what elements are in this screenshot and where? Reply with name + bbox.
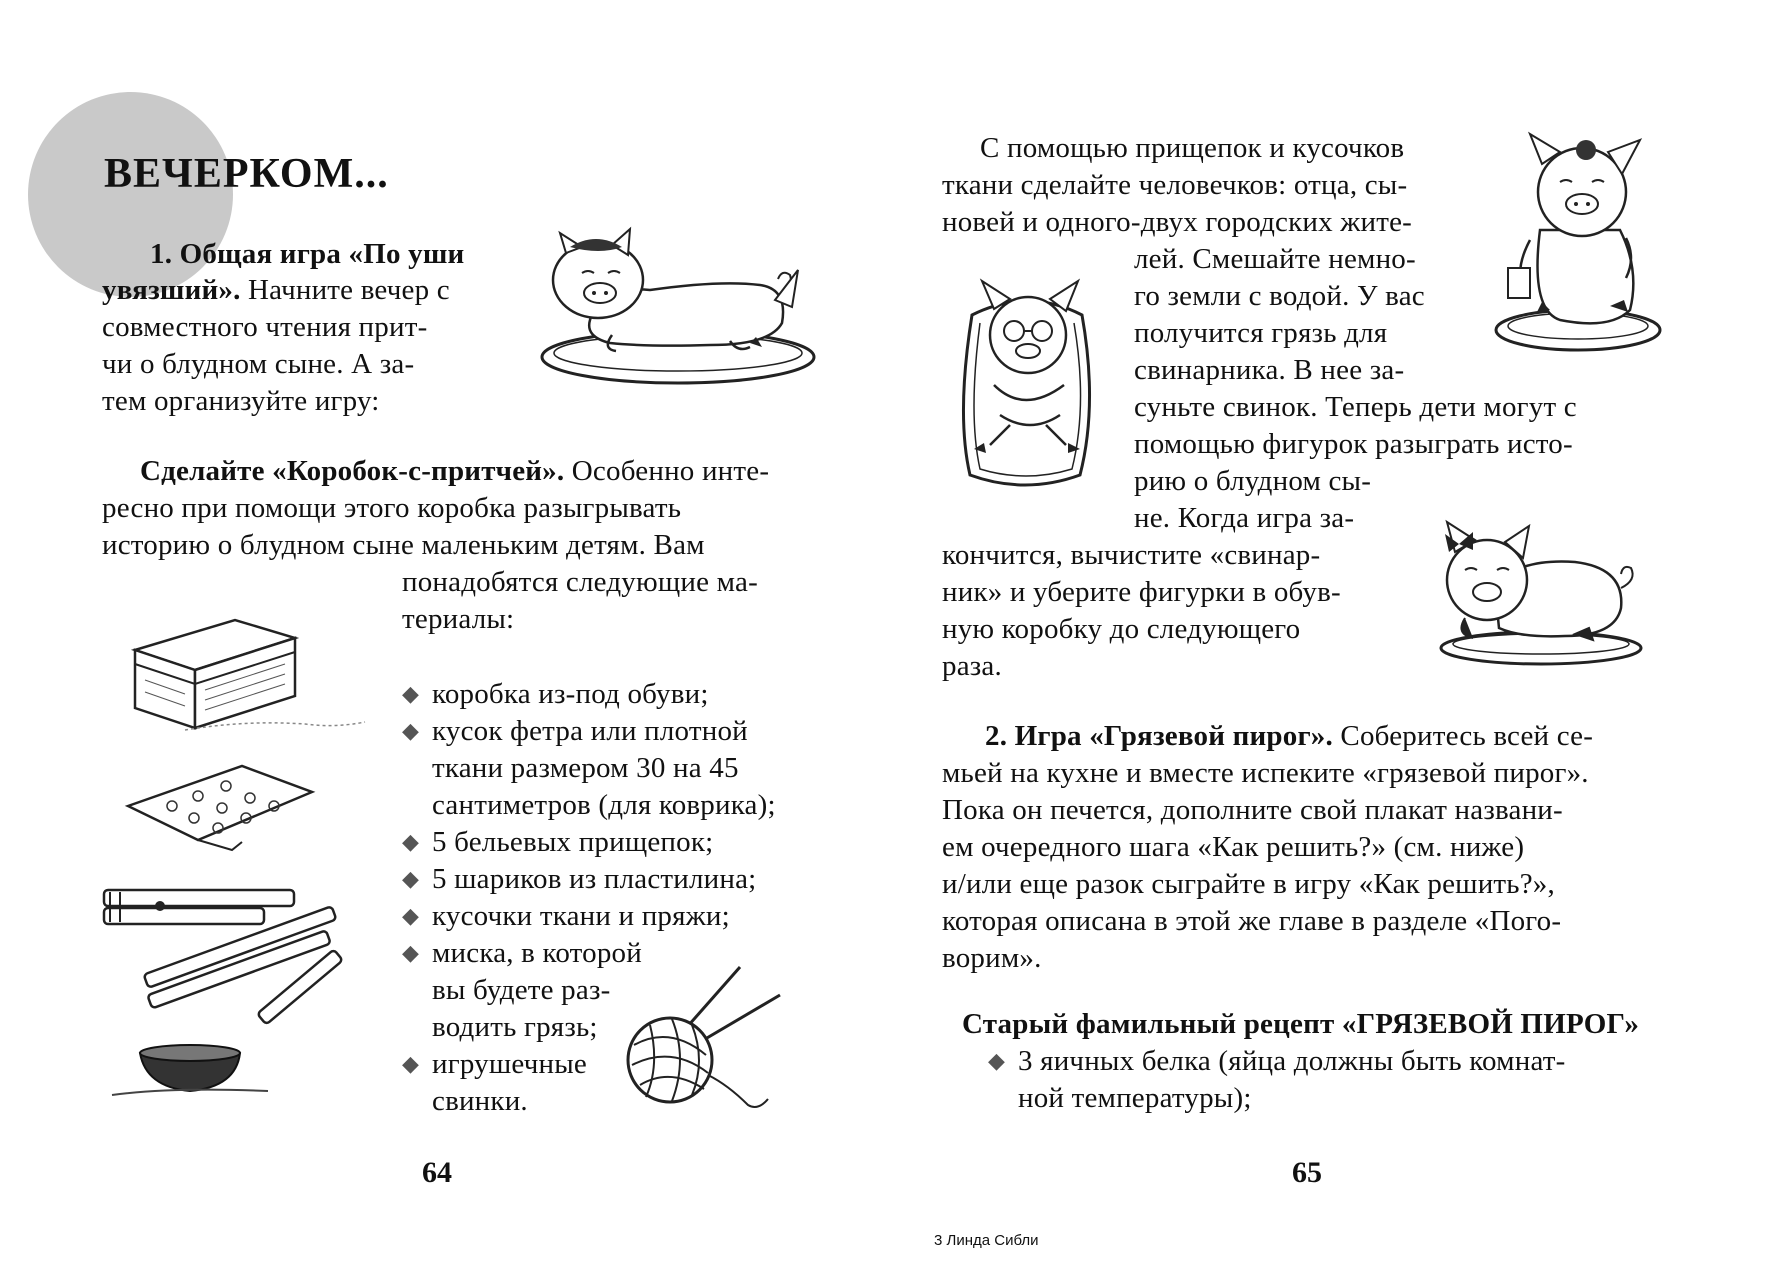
material-item-cont: водить грязь; [432, 1011, 598, 1043]
material-item-cont: сантиметров (для коврика); [432, 789, 776, 821]
intro-line: ную коробку до следующего [942, 613, 1301, 645]
intro-line: рию о блудном сы- [1134, 465, 1372, 497]
shoebox-icon [125, 600, 375, 740]
game1-text-line4: тем организуйте игру: [102, 385, 380, 417]
intro-line: новей и одного-двух городских жите- [942, 206, 1413, 238]
diamond-bullet-icon: ◆ [988, 1048, 1005, 1073]
intro-line: лей. Смешайте немно- [1134, 243, 1416, 275]
intro-line: ник» и уберите фигурки в обув- [942, 576, 1341, 608]
diamond-bullet-icon: ◆ [402, 903, 419, 928]
bowl-icon [110, 1035, 270, 1105]
game2-line: ем очередного шага «Как решить?» (см. ниже) [942, 831, 1525, 863]
game1-title-line2: увязший». [102, 274, 241, 306]
box-paragraph-line1 [140, 453, 769, 489]
page-number: 65 [1292, 1156, 1322, 1189]
material-item: миска, в которой [432, 937, 642, 969]
game1-text-line2: совместного чтения прит- [102, 311, 428, 343]
left-page [0, 0, 880, 1282]
material-item-cont: вы будете раз- [432, 974, 611, 1006]
material-item: игрушечные [432, 1048, 587, 1080]
pig-lying-icon [530, 225, 820, 390]
diamond-bullet-icon: ◆ [402, 1051, 419, 1076]
right-page [880, 0, 1785, 1282]
material-item: 5 шариков из пластилина; [432, 863, 757, 895]
box-paragraph-line5: териалы: [402, 603, 515, 635]
game1-title-line1: 1. Общая игра «По уши [150, 238, 465, 270]
box-paragraph-line4: понадобятся следующие ма- [402, 566, 758, 598]
page-number: 64 [422, 1156, 452, 1189]
game1-text-line3: чи о блудном сыне. А за- [102, 348, 415, 380]
game2-line1 [985, 718, 1593, 754]
game2-line: и/или еще разок сыграйте в игру «Как решить?», [942, 868, 1555, 900]
diamond-bullet-icon: ◆ [402, 866, 419, 891]
material-item-cont: свинки. [432, 1085, 528, 1117]
pig-with-bow-icon [1425, 508, 1645, 668]
diamond-bullet-icon: ◆ [402, 681, 419, 706]
intro-line: не. Когда игра за- [1134, 502, 1355, 534]
intro-line: кончится, вычистите «свинар- [942, 539, 1321, 571]
yarn-ball-icon [620, 965, 800, 1115]
material-item: коробка из-под обуви; [432, 678, 709, 710]
footer-signature: 3 Линда Сибли [934, 1232, 1039, 1249]
intro-line: получится грязь для [1134, 317, 1388, 349]
intro-line: ткани сделайте человечков: отца, сы- [942, 169, 1408, 201]
material-item: 5 бельевых прищепок; [432, 826, 714, 858]
recipe-title: Старый фамильный рецепт «ГРЯЗЕВОЙ ПИРОГ» [962, 1008, 1640, 1040]
intro-line: помощью фигурок разыграть исто- [1134, 428, 1573, 460]
game2-title: 2. Игра «Грязевой пирог». [985, 720, 1333, 752]
material-item: кусок фетра или плотной [432, 715, 748, 747]
diamond-bullet-icon: ◆ [402, 718, 419, 743]
game1-text-line1 [102, 272, 450, 308]
pig-relaxing-icon [950, 275, 1105, 500]
intro-line: го земли с водой. У вас [1134, 280, 1425, 312]
recipe-item-cont: ной температуры); [1018, 1082, 1252, 1114]
box-title: Сделайте «Коробок-с-притчей». [140, 455, 565, 487]
felt-cloth-icon [122, 758, 322, 858]
box-text-first: Особенно инте- [564, 455, 770, 487]
game2-line: Пока он печется, дополните свой плакат названи- [942, 794, 1563, 826]
diamond-bullet-icon: ◆ [402, 940, 419, 965]
clothespins-icon [100, 870, 360, 1030]
intro-line: свинарника. В нее за- [1134, 354, 1405, 386]
intro-line: суньте свинок. Теперь дети могут с [1134, 391, 1577, 423]
page-heading: ВЕЧЕРКОМ... [104, 151, 389, 197]
game2-line: мьей на кухне и вместе испеките «грязевой пирог». [942, 757, 1589, 789]
recipe-item: 3 яичных белка (яйца должны быть комнат- [1018, 1045, 1566, 1077]
diamond-bullet-icon: ◆ [402, 829, 419, 854]
box-paragraph-line2: ресно при помощи этого коробка разыгрывать [102, 492, 682, 524]
box-paragraph-line3: историю о блудном сыне маленьким детям. Вам [102, 529, 705, 561]
intro-line: раза. [942, 650, 1002, 682]
material-item: кусочки ткани и пряжи; [432, 900, 730, 932]
intro-line: С помощью прищепок и кусочков [980, 132, 1405, 164]
material-item-cont: ткани размером 30 на 45 [432, 752, 739, 784]
pig-sitting-icon [1490, 120, 1665, 355]
game1-text-line1-rest: Начните вечер с [240, 274, 450, 306]
game2-line: которая описана в этой же главе в разделе «Пого- [942, 905, 1562, 937]
game2-line: ворим». [942, 942, 1042, 974]
game2-first: Соберитесь всей се- [1332, 720, 1594, 752]
